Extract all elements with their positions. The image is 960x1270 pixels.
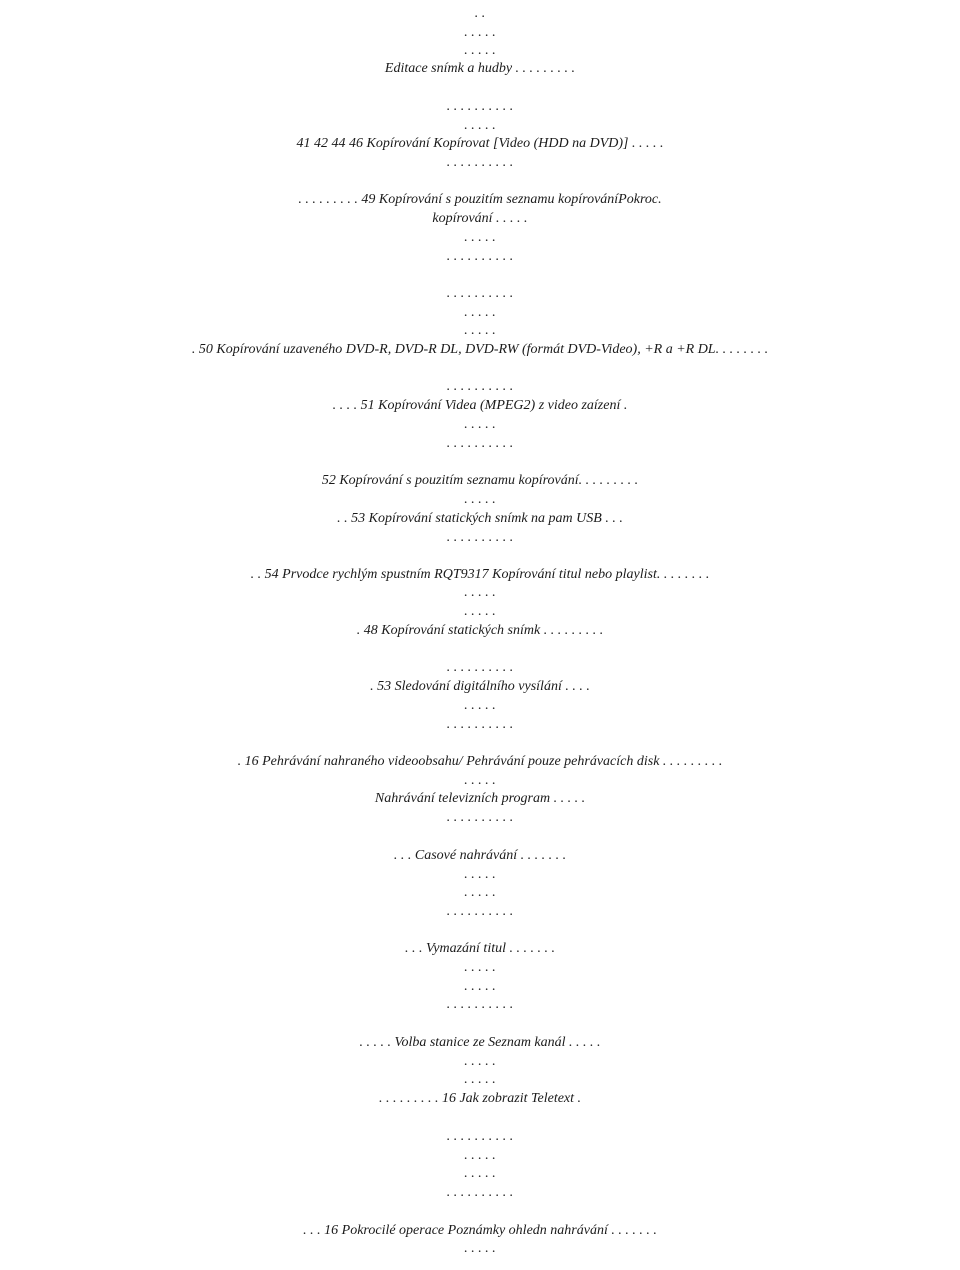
toc-line: . . . . . [464, 492, 496, 507]
toc-entry: . 16 Pehrávání nahraného videoobsahu/ Pehrávání pouze pehrávacích disk . . . . . . . . . [237, 754, 723, 769]
toc-line: . . [474, 6, 486, 21]
toc-line: . . . . . . . . . . [446, 1185, 514, 1200]
toc-entry: . 50 Kopírování uzaveného DVD-R, DVD-R DL, DVD-RW (formát DVD-Video), +R a +R DL. . . . . . . . [191, 342, 769, 357]
toc-entry: . . 54 Prvodce rychlým spustním RQT9317 Kopírování titul nebo playlist. . . . . . . . [250, 567, 710, 582]
toc-line: . . . . . [464, 118, 496, 133]
toc-line: . . . . . [464, 1054, 496, 1069]
toc-line: . . . . . [464, 698, 496, 713]
toc-entry: 52 Kopírování s pouzitím seznamu kopírování. . . . . . . . . [321, 473, 639, 488]
toc-line: . . . . . [464, 1148, 496, 1163]
toc-line: . . . . . [464, 323, 496, 338]
toc-line: . . . . . [464, 43, 496, 58]
toc-entry: . . . . . Volba stanice ze Seznam kanál . . . . . [359, 1035, 601, 1050]
toc-line: . . . . . . . . . . [446, 99, 514, 114]
toc-line: . . . . . . . . . . [446, 249, 514, 264]
toc-entry: . 48 Kopírování statických snímk . . . . . . . . . [356, 623, 604, 638]
toc-entry: Editace snímk a hudby . . . . . . . . . [384, 61, 576, 76]
toc-entry: . . . . . . . . . 49 Kopírování s pouzitím seznamu kopírováníPokroc. [298, 192, 662, 207]
toc-line: . . . . . [464, 1241, 496, 1256]
toc-line: . . . . . [464, 305, 496, 320]
toc-entry: . . . . . . . . . 16 Jak zobrazit Teletext . [378, 1091, 582, 1106]
toc-line: . . . . . [464, 417, 496, 432]
toc-entry: . . 53 Kopírování statických snímk na pam USB . . . [337, 511, 623, 526]
toc-entry: . . . Vymazání titul . . . . . . . [405, 941, 555, 956]
toc-entry: kopírování . . . . . [432, 211, 528, 226]
toc-line: . . . . . [464, 585, 496, 600]
toc-line: . . . . . [464, 25, 496, 40]
toc-entry: . . . . 51 Kopírování Videa (MPEG2) z video zaízení . [332, 398, 628, 413]
toc-line: . . . . . [464, 960, 496, 975]
toc-line: . . . . . [464, 979, 496, 994]
toc-line: . . . . . . . . . . [446, 1129, 514, 1144]
toc-line: . . . . . . . . . . [446, 530, 514, 545]
toc-entry: . 53 Sledování digitálního vysílání . . . . [370, 679, 590, 694]
toc-entry: 41 42 44 46 Kopírování Kopírovat [Video (HDD na DVD)] . . . . . [296, 136, 664, 151]
toc-line: . . . . . [464, 1166, 496, 1181]
toc-line: . . . . . [464, 867, 496, 882]
toc-line: . . . . . . . . . . [446, 717, 514, 732]
toc-line: . . . . . [464, 604, 496, 619]
toc-line: . . . . . [464, 230, 496, 245]
toc-line: . . . . . . . . . . [446, 286, 514, 301]
toc-line: . . . . . . . . . . [446, 997, 514, 1012]
toc-line: . . . . . . . . . . [446, 379, 514, 394]
toc-line: . . . . . . . . . . [446, 810, 514, 825]
toc-entry: . . . 16 Pokrocilé operace Poznámky ohledn nahrávání . . . . . . . [303, 1223, 657, 1238]
toc-line: . . . . . . . . . . [446, 436, 514, 451]
toc-line: . . . . . . . . . . [446, 660, 514, 675]
toc-line: . . . . . . . . . . [446, 904, 514, 919]
toc-line: . . . . . [464, 885, 496, 900]
toc-entry: Nahrávání televizních program . . . . . [374, 791, 586, 806]
toc-line: . . . . . [464, 773, 496, 788]
toc-line: . . . . . . . . . . [446, 155, 514, 170]
toc-line: . . . . . [464, 1072, 496, 1087]
toc-entry: . . . Casové nahrávání . . . . . . . [393, 848, 567, 863]
